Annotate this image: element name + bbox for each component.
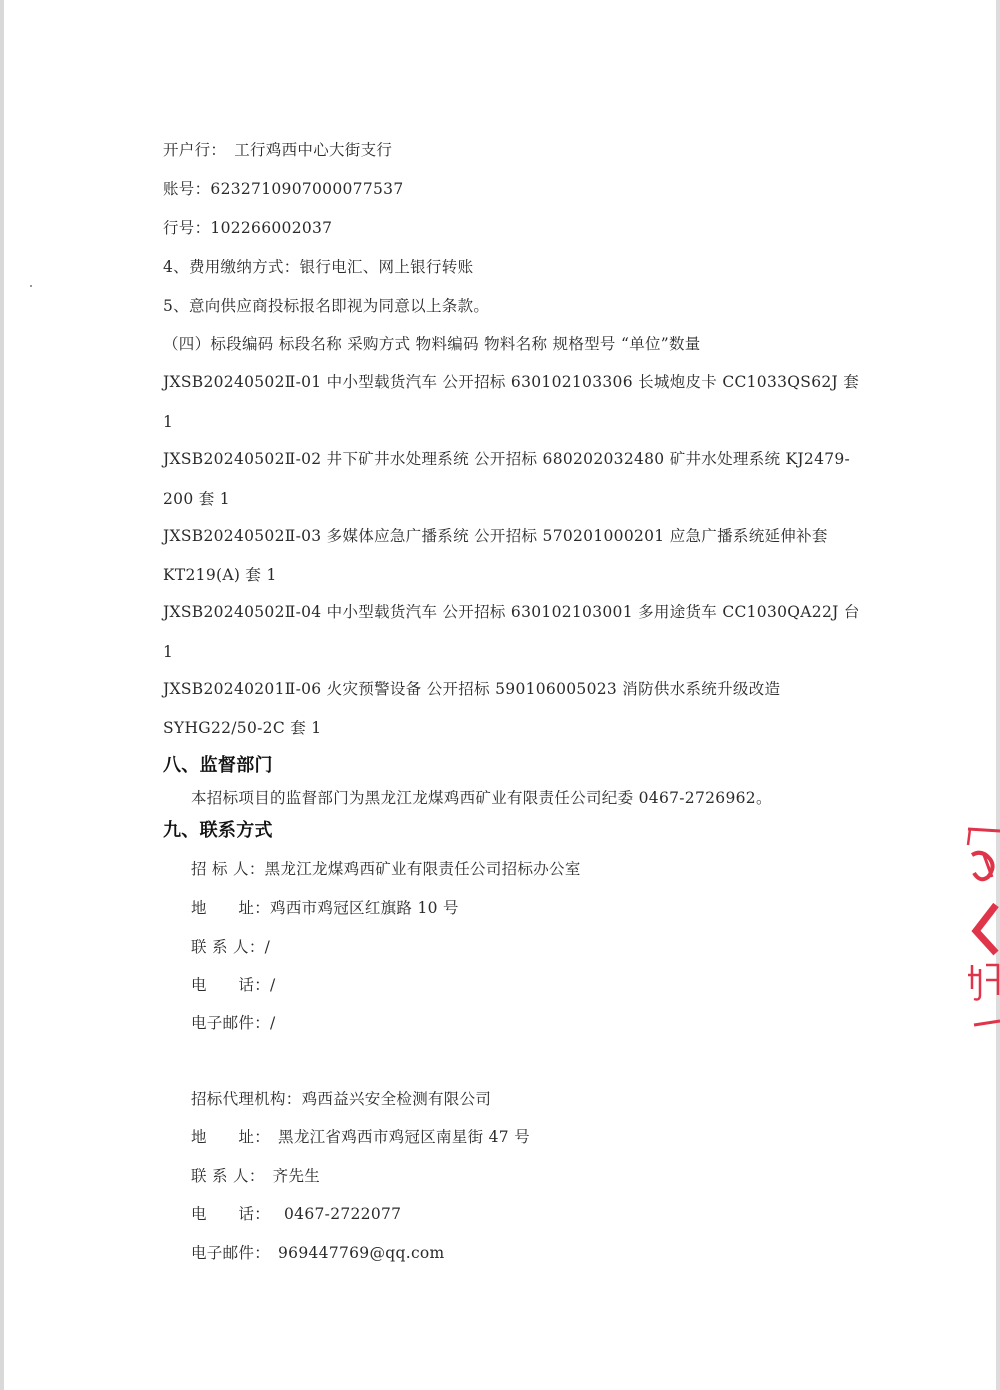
agency-email-line: [191, 1243, 445, 1263]
agency-address-label: 地 址：: [191, 1128, 271, 1146]
agency-label: 招标代理机构：: [191, 1090, 302, 1108]
consent-item: 5、意向供应商投标报名即视为同意以上条款。: [163, 297, 490, 315]
payment-method-item: 4、费用缴纳方式：银行电汇、网上银行转账: [163, 258, 474, 276]
tenderer-label: 招 标 人：: [191, 860, 265, 878]
bank-line: [163, 140, 392, 160]
lot-row-1-line2: 1: [163, 413, 174, 431]
agency-contact-value: 齐先生: [272, 1167, 321, 1185]
lot-row-2-line1: JXSB20240502Ⅱ-02 井下矿井水处理系统 公开招标 680202032480 矿井水处理系统 KJ2479-: [163, 450, 851, 468]
contact-heading: 九、联系方式: [163, 820, 273, 841]
agency-address-line: [191, 1127, 530, 1147]
tenderer-email-label: 电子邮件：: [191, 1014, 271, 1032]
agency-phone-value: 0467-2722077: [284, 1205, 402, 1223]
tenderer-contact-label: 联 系 人：: [191, 938, 265, 956]
red-seal-stamp: [962, 825, 1000, 1030]
tenderer-address-value: 鸡西市鸡冠区红旗路 10 号: [270, 899, 459, 917]
account-value: 6232710907000077537: [210, 180, 404, 198]
tenderer-email-line: [191, 1013, 276, 1033]
lot-row-2-line2: 200 套 1: [163, 490, 230, 508]
agency-contact-label: 联 系 人：: [191, 1167, 265, 1185]
supervision-text: 本招标项目的监督部门为黑龙江龙煤鸡西矿业有限责任公司纪委 0467-2726962。: [191, 789, 772, 807]
tenderer-phone-line: [191, 975, 276, 995]
tenderer-contact-line: [191, 937, 270, 957]
bank-number-value: 102266002037: [210, 219, 333, 237]
lot-row-4-line2: 1: [163, 643, 174, 661]
agency-address-value: 黑龙江省鸡西市鸡冠区南星街 47 号: [278, 1128, 530, 1146]
tenderer-phone-label: 电 话：: [191, 976, 271, 994]
bank-label: 开户行：: [163, 141, 227, 159]
lots-header: （四）标段编码 标段名称 采购方式 物料编码 物料名称 规格型号 “单位”数量: [163, 335, 701, 353]
tenderer-phone-value: /: [270, 976, 276, 994]
lot-row-1-line1: JXSB20240502Ⅱ-01 中小型载货汽车 公开招标 630102103306 长城炮皮卡 CC1033QS62J 套: [163, 373, 860, 391]
tenderer-line: [191, 859, 581, 879]
agency-email-label: 电子邮件：: [191, 1244, 271, 1262]
account-label: 账号：: [163, 180, 211, 198]
agency-line: [191, 1089, 491, 1109]
seal-fragment-icon: [962, 825, 1000, 1030]
lot-row-4-line1: JXSB20240502Ⅱ-04 中小型载货汽车 公开招标 630102103001 多用途货车 CC1030QA22J 台: [163, 603, 860, 621]
agency-value: 鸡西益兴安全检测有限公司: [301, 1090, 492, 1108]
tenderer-email-value: /: [270, 1014, 276, 1032]
tenderer-value: 黑龙江龙煤鸡西矿业有限责任公司招标办公室: [264, 860, 581, 878]
lot-row-5-line2: SYHG22/50-2C 套 1: [163, 719, 322, 737]
tenderer-address-label: 地 址：: [191, 899, 271, 917]
agency-contact-line: [191, 1166, 320, 1186]
supervision-heading: 八、监督部门: [163, 755, 273, 776]
tenderer-address-line: [191, 898, 459, 918]
lot-row-3-line1: JXSB20240502Ⅱ-03 多媒体应急广播系统 公开招标 570201000201 应急广播系统延伸补套: [163, 527, 828, 545]
bank-number-label: 行号：: [163, 219, 211, 237]
account-line: [163, 179, 403, 199]
tenderer-contact-value: /: [264, 938, 271, 956]
agency-phone-label: 电 话：: [191, 1205, 271, 1223]
bank-value: 工行鸡西中心大街支行: [234, 141, 393, 159]
lot-row-3-line2: KT219(A) 套 1: [163, 566, 277, 584]
lot-row-5-line1: JXSB20240201Ⅱ-06 火灾预警设备 公开招标 590106005023 消防供水系统升级改造: [163, 680, 781, 698]
bank-number-line: [163, 218, 332, 238]
agency-email-value: 969447769@qq.com: [278, 1244, 445, 1262]
agency-phone-line: [191, 1204, 401, 1224]
